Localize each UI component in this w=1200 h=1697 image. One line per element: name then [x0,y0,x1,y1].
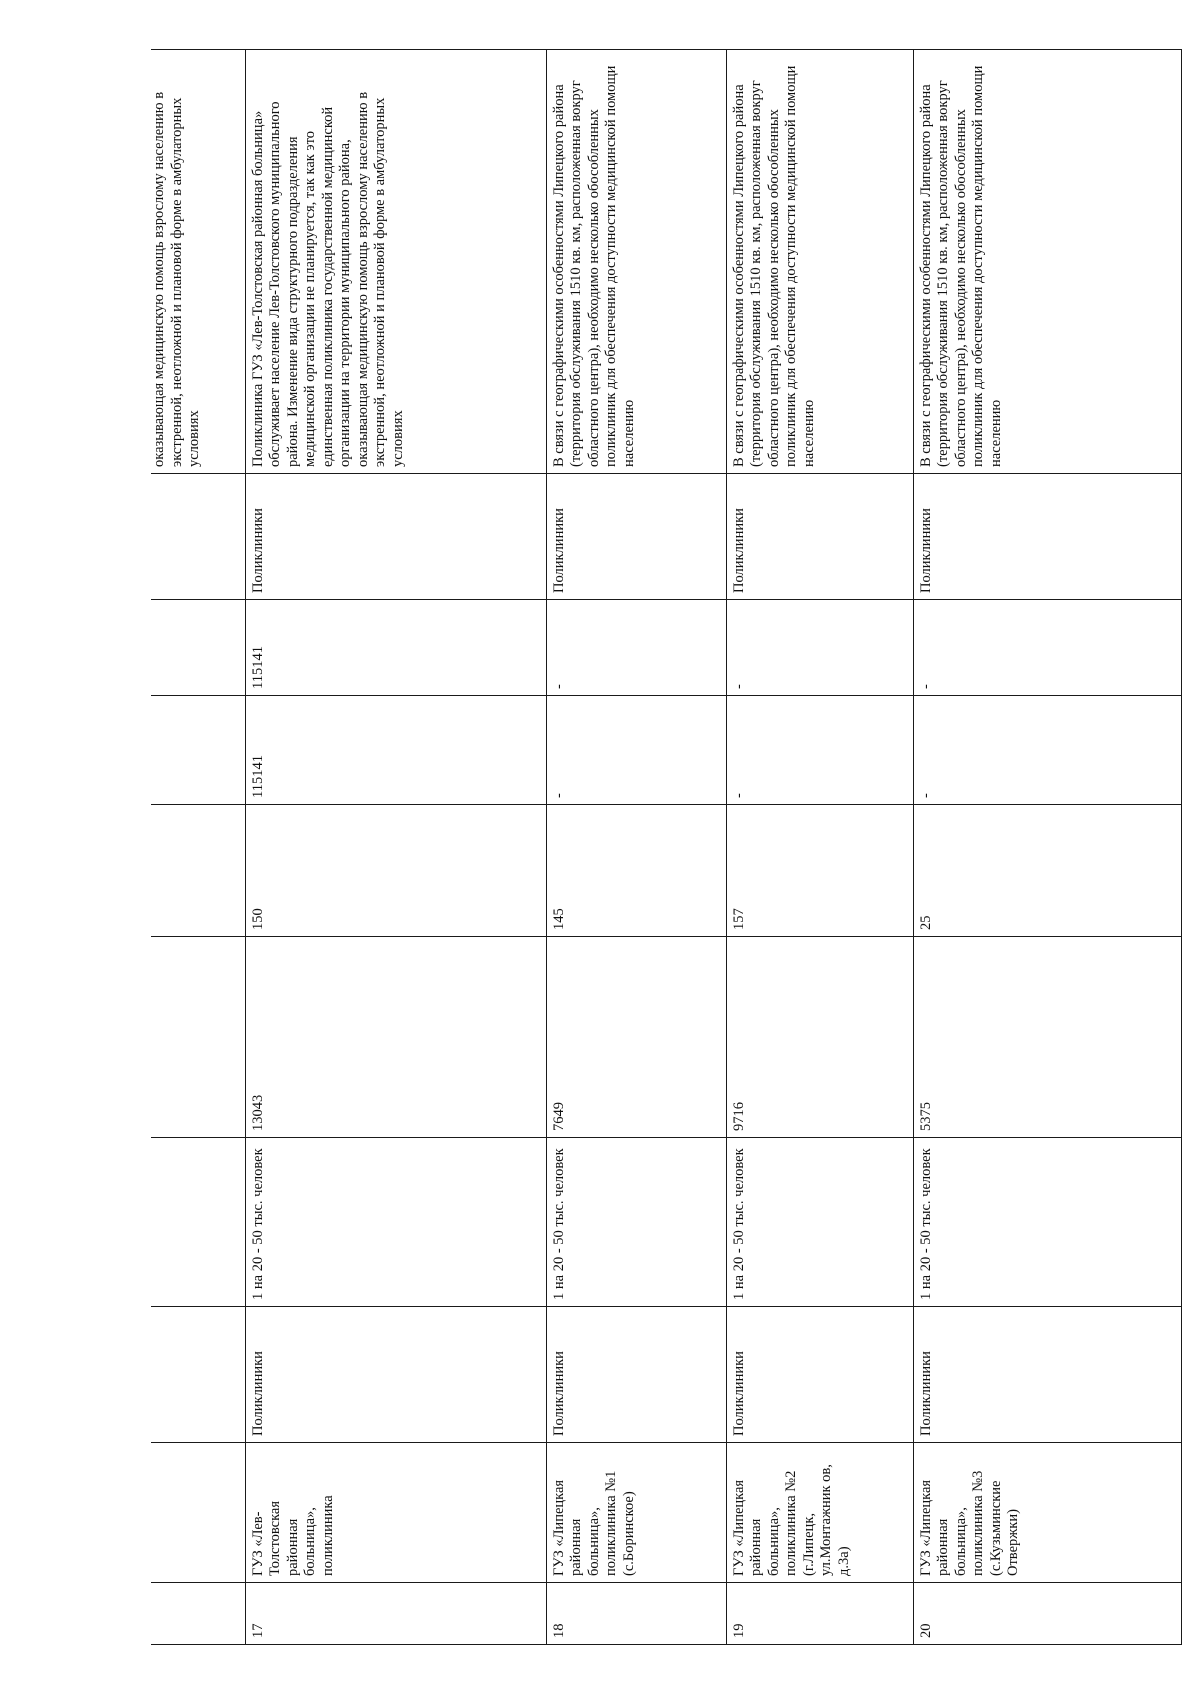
cell-note: В связи с географическими особенностями Липецкого района (территория обслуживания 1510 кв. км, расположенная вокруг областного центра), необходимо несколько обособленных поликлиник для обеспечения доступности медицинской помощи населению [726,50,913,474]
table-row [245,50,546,1645]
cell-num: 20 [913,1583,1181,1645]
cell-norm: 1 на 20 - 50 тыс. человек [913,1138,1181,1307]
cell-organization: ГУЗ «Липецкая районная больница», поликлиника №3 (с.Кузьминские Отвержки) [913,1443,1181,1583]
cell-fact [151,600,245,696]
cell-num: 19 [726,1583,913,1645]
table-row [913,50,1181,1645]
cell-organization: ГУЗ «Лев-Толстовская районная больница», поликлиника [245,1443,546,1583]
cell-visits: 25 [913,805,1181,937]
rotated-table-wrapper [151,50,1181,1645]
cell-visits [151,805,245,937]
cell-type: Поликлиники [245,1307,546,1443]
cell-plan: - [913,696,1181,805]
cell-num: 17 [245,1583,546,1645]
table-row [151,50,245,1645]
cell-organization: ГУЗ «Липецкая районная больница», поликлиника №1 (с.Боринское) [546,1443,726,1583]
table-row [726,50,913,1645]
cell-type: Поликлиники [546,1307,726,1443]
cell-note: В связи с географическими особенностями Липецкого района (территория обслуживания 1510 кв. км, расположенная вокруг областного центра), необходимо несколько обособленных поликлиник для обеспечения доступности медицинской помощи населению [913,50,1181,474]
cell-note: В связи с географическими особенностями Липецкого района (территория обслуживания 1510 кв. км, расположенная вокруг областного центра), необходимо несколько обособленных поликлиник для обеспечения доступности медицинской помощи населению [546,50,726,474]
cell-num: 18 [546,1583,726,1645]
cell-type [151,1307,245,1443]
cell-organization [151,1443,245,1583]
cell-num [151,1583,245,1645]
cell-visits: 145 [546,805,726,937]
cell-note: Поликлиника ГУЗ «Лев-Толстовская районная больница» обслуживает население Лев-Толстовского муниципального района. Изменение вида структурного подразделения медицинской организации не планируется, так как это единственная поликлиника государственной медицинской организации на территории муниципального района, оказывающая медицинскую помощь взрослому населению в экстренной, неотложной и плановой форме в амбулаторных условиях [245,50,546,474]
cell-unit: Поликлиники [913,474,1181,600]
cell-note: оказывающая медицинскую помощь взрослому населению в экстренной, неотложной и плановой форме в амбулаторных условиях [151,50,245,474]
cell-fact: - [726,600,913,696]
cell-unit: Поликлиники [245,474,546,600]
cell-norm: 1 на 20 - 50 тыс. человек [726,1138,913,1307]
cell-plan: - [546,696,726,805]
cell-unit: Поликлиники [546,474,726,600]
cell-plan: - [726,696,913,805]
cell-plan: 115141 [245,696,546,805]
cell-type: Поликлиники [726,1307,913,1443]
cell-unit: Поликлиники [726,474,913,600]
cell-population: 13043 [245,937,546,1138]
cell-norm: 1 на 20 - 50 тыс. человек [546,1138,726,1307]
cell-fact: 115141 [245,600,546,696]
cell-fact: - [546,600,726,696]
cell-type: Поликлиники [913,1307,1181,1443]
cell-norm: 1 на 20 - 50 тыс. человек [245,1138,546,1307]
cell-unit [151,474,245,600]
cell-population: 5375 [913,937,1181,1138]
cell-visits: 157 [726,805,913,937]
table-row [546,50,726,1645]
facilities-table [151,49,1182,1645]
cell-population: 9716 [726,937,913,1138]
cell-population [151,937,245,1138]
cell-visits: 150 [245,805,546,937]
cell-norm [151,1138,245,1307]
cell-organization: ГУЗ «Липецкая районная больница», поликлиника №2 (г.Липецк, ул.Монтажник ов, д.3а) [726,1443,913,1583]
cell-fact: - [913,600,1181,696]
cell-population: 7649 [546,937,726,1138]
cell-plan [151,696,245,805]
